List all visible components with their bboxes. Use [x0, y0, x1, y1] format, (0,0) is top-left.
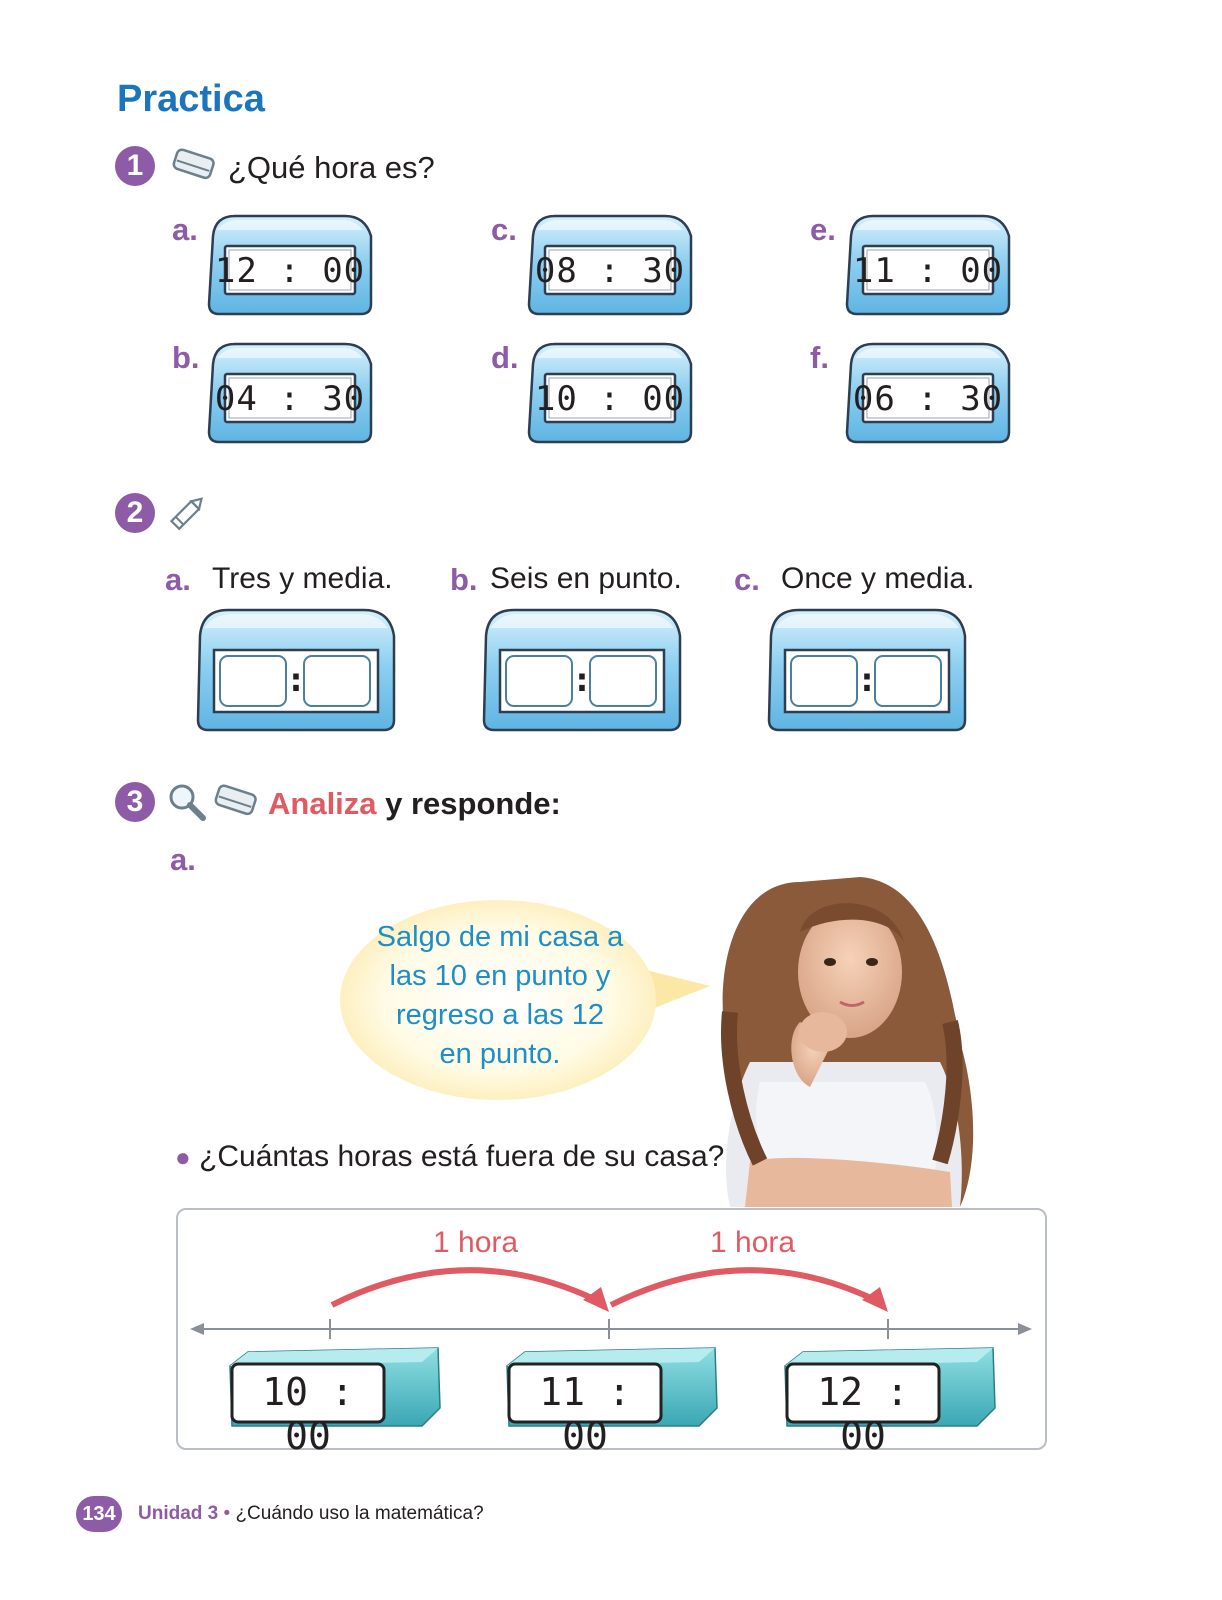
clock-time: 10 : 00	[534, 379, 686, 419]
clock-letter: b.	[172, 340, 200, 375]
clock-letter: a.	[172, 212, 198, 247]
option-text: Seis en punto.	[490, 562, 682, 595]
clock-colon: :	[571, 660, 593, 700]
clock-letter: e.	[810, 212, 836, 247]
page-title: Practica	[117, 78, 265, 120]
hop-label-1: 1 hora	[433, 1226, 519, 1259]
timeline-clock-time: 11 : 00	[539, 1370, 631, 1458]
clock-time: 08 : 30	[534, 251, 686, 291]
bubble-line: las 10 en punto y	[389, 960, 611, 992]
analiza-keyword: Analiza	[268, 786, 377, 821]
bubble-text	[350, 918, 650, 1074]
hop-arrow-2	[611, 1270, 875, 1305]
bullet-dot: ●	[175, 1142, 191, 1172]
hop-arrow-2-head	[862, 1287, 888, 1312]
question-3-text	[268, 786, 561, 822]
clock-colon: :	[285, 660, 307, 700]
clock-time: 11 : 00	[852, 251, 1004, 291]
option-text: Once y media.	[781, 562, 975, 595]
question-number-3: 3	[115, 782, 155, 822]
option-letter: c.	[734, 562, 760, 597]
footer-separator: •	[218, 1503, 236, 1524]
blank-clock	[476, 606, 688, 734]
hop-arrow-1	[332, 1270, 596, 1305]
hop-arrow-1-head	[583, 1287, 609, 1312]
timeline-clock	[503, 1346, 721, 1458]
option-letter: b.	[450, 562, 478, 597]
question-1-text: ¿Qué hora es?	[228, 150, 435, 185]
clock-letter: c.	[491, 212, 517, 247]
blank-clock	[190, 606, 402, 734]
timeline-clock	[226, 1346, 444, 1458]
blank-clock	[761, 606, 973, 734]
clock-letter: d.	[491, 340, 519, 375]
page-number: 134	[76, 1496, 122, 1532]
digital-clock	[525, 340, 695, 444]
digital-clock	[205, 212, 375, 316]
question-number-1: 1	[115, 146, 155, 186]
option-text: Tres y media.	[212, 562, 393, 595]
digital-clock	[525, 212, 695, 316]
timeline-clock	[781, 1346, 999, 1458]
bubble-line: regreso a las 12	[396, 999, 604, 1031]
clock-time: 06 : 30	[852, 379, 1004, 419]
clock-time: 04 : 30	[214, 379, 366, 419]
question-3-rest: y responde:	[376, 786, 561, 821]
footer-text	[138, 1503, 484, 1525]
clock-time: 12 : 00	[214, 251, 366, 291]
bullet-question-text: ¿Cuántas horas está fuera de su casa?	[199, 1140, 725, 1173]
hop-label-2: 1 hora	[710, 1226, 796, 1259]
question-number-2: 2	[115, 493, 155, 533]
footer-unit: Unidad 3	[138, 1503, 219, 1524]
eraser-icon	[168, 146, 220, 186]
bubble-line: Salgo de mi casa a	[376, 921, 624, 953]
eraser-icon	[210, 782, 262, 822]
bubble-line: en punto.	[439, 1038, 561, 1070]
timeline-clock-time: 12 : 00	[817, 1370, 909, 1458]
footer-subtitle: ¿Cuándo uso la matemática?	[235, 1503, 484, 1524]
thinking-girl-photo	[690, 862, 990, 1212]
digital-clock	[843, 212, 1013, 316]
bullet-question	[175, 1140, 724, 1174]
clock-colon: :	[856, 660, 878, 700]
option-letter: a.	[165, 562, 191, 597]
pencil-icon	[165, 492, 209, 536]
magnifier-icon	[165, 780, 209, 824]
digital-clock	[843, 340, 1013, 444]
digital-clock	[205, 340, 375, 444]
part-letter-a: a.	[170, 842, 196, 877]
timeline-clock-time: 10 : 00	[262, 1370, 354, 1458]
clock-letter: f.	[810, 340, 829, 375]
